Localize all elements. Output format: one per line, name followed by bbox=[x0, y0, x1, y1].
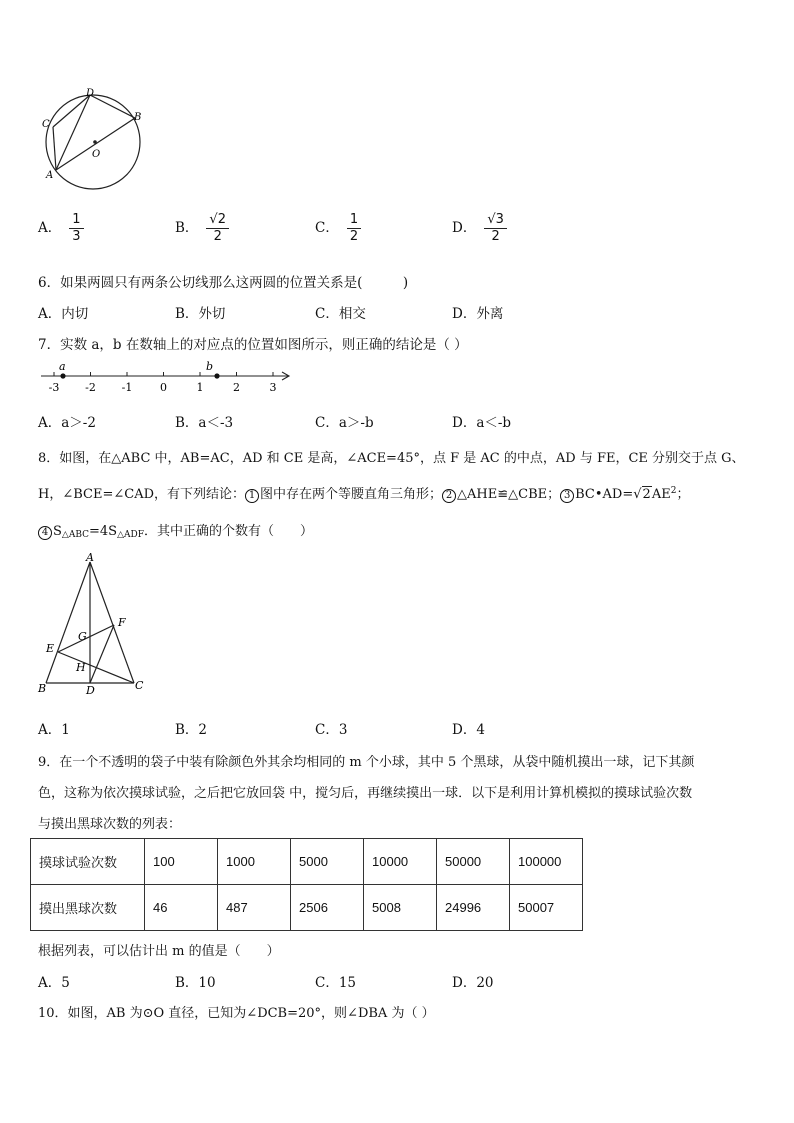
label-B: B bbox=[134, 112, 142, 123]
denominator: 2 bbox=[349, 229, 359, 244]
table-cell: 50000 bbox=[437, 839, 510, 885]
label-A: A bbox=[46, 170, 54, 181]
q8-option-b[interactable]: B．2 bbox=[175, 722, 208, 738]
superscript: 2 bbox=[670, 486, 677, 496]
area-mid: =4S bbox=[89, 524, 118, 539]
q7-options bbox=[38, 411, 638, 441]
subscript-adf: △ADF bbox=[117, 530, 144, 540]
numerator: 1 bbox=[69, 212, 83, 229]
q9-options bbox=[38, 971, 638, 1001]
q6-options bbox=[38, 302, 638, 332]
q9-option-b[interactable]: B．10 bbox=[175, 975, 216, 991]
q5-option-c[interactable] bbox=[315, 212, 361, 245]
circled-2: 2 bbox=[442, 489, 456, 503]
q9-option-c[interactable]: C．15 bbox=[315, 975, 357, 991]
subscript-abc: △ABC bbox=[61, 530, 89, 540]
table-row bbox=[31, 885, 583, 931]
area-s: S bbox=[53, 524, 62, 539]
q9-line1: 9．在一个不透明的袋子中装有除颜色外其余均相同的 m 个小球，其中 5 个黑球，从袋中随机摸出一球，记下其颜 bbox=[38, 755, 695, 770]
q6-option-b[interactable]: B．外切 bbox=[175, 306, 226, 322]
q7-text: 7．实数 a，b 在数轴上的对应点的位置如图所示，则正确的结论是（ ） bbox=[38, 337, 468, 353]
point-a bbox=[60, 373, 65, 378]
q9-question: 根据列表，可以估计出 m 的值是（ ） bbox=[38, 944, 280, 959]
tri-label-D: D bbox=[86, 684, 95, 697]
q6-option-a[interactable]: A．内切 bbox=[38, 306, 89, 322]
circled-1: 1 bbox=[245, 489, 259, 503]
point-b bbox=[214, 373, 219, 378]
numerator: √2 bbox=[206, 212, 229, 229]
q9-line2: 色，这称为依次摸球试验，之后把它放回袋 中，搅匀后，再继续摸出一球．以下是利用计算机模拟的摸球试验次数 bbox=[38, 786, 693, 801]
option-letter: C． bbox=[315, 220, 339, 236]
table-cell: 46 bbox=[145, 885, 218, 931]
tri-label-B: B bbox=[38, 682, 47, 695]
q5-option-d[interactable] bbox=[452, 212, 507, 245]
q8-option-a[interactable]: A．1 bbox=[38, 722, 70, 738]
tri-label-A: A bbox=[86, 551, 94, 564]
q8-option-c[interactable]: C．3 bbox=[315, 722, 348, 738]
tick-label: -3 bbox=[48, 381, 60, 394]
conclusion-3: BC•AD= bbox=[575, 487, 634, 502]
circled-4: 4 bbox=[38, 526, 52, 540]
label-D: D bbox=[86, 88, 95, 99]
tick-label: 2 bbox=[233, 381, 240, 394]
conclusion-2: △AHE≌△CBE； bbox=[457, 487, 561, 502]
tri-label-F: F bbox=[118, 616, 126, 629]
table-cell: 487 bbox=[218, 885, 291, 931]
numerator: 1 bbox=[347, 212, 361, 229]
q9-option-a[interactable]: A．5 bbox=[38, 975, 70, 991]
table-header-cell: 摸球试验次数 bbox=[31, 839, 145, 885]
triangle-figure bbox=[36, 550, 151, 698]
q9-line3: 与摸出黑球次数的列表： bbox=[38, 817, 182, 832]
table-cell: 5000 bbox=[291, 839, 364, 885]
table-row bbox=[31, 839, 583, 885]
table-cell: 50007 bbox=[510, 885, 583, 931]
q6-text: 6．如果两圆只有两条公切线那么这两圆的位置关系是( ) bbox=[38, 275, 409, 291]
q7-option-a[interactable]: A．a＞-2 bbox=[38, 415, 96, 431]
tri-label-G: G bbox=[78, 630, 87, 643]
table-cell: 100000 bbox=[510, 839, 583, 885]
table-cell: 100 bbox=[145, 839, 218, 885]
tri-label-H: H bbox=[76, 661, 86, 674]
tick-label: -1 bbox=[121, 381, 133, 394]
conclusion-3-tail: AE bbox=[651, 487, 671, 502]
table-cell: 1000 bbox=[218, 839, 291, 885]
sqrt-radicand: 2 bbox=[642, 487, 651, 502]
numerator: √3 bbox=[484, 212, 507, 229]
tick-label: 3 bbox=[269, 381, 277, 394]
q5-option-a[interactable] bbox=[38, 212, 84, 245]
number-line-figure bbox=[38, 358, 296, 396]
table-cell: 24996 bbox=[437, 885, 510, 931]
q8-question-end: ．其中正确的个数有（ ） bbox=[143, 524, 313, 539]
point-a-label: a bbox=[59, 360, 66, 373]
q10-text: 10．如图，AB 为⊙O 直径，已知为∠DCB=20°，则∠DBA 为（ ） bbox=[38, 1006, 435, 1021]
conclusion-3-end: ； bbox=[676, 487, 690, 502]
q8-line1: 8．如图，在△ABC 中，AB=AC，AD 和 CE 是高，∠ACE=45°，点 F 是 AC 的中点，AD 与 FE，CE 分别交于点 G、 bbox=[38, 451, 745, 466]
q8-line2-lead: H，∠BCE=∠CAD，有下列结论： bbox=[38, 487, 246, 502]
q8-option-d[interactable]: D．4 bbox=[452, 722, 485, 738]
point-b-label: b bbox=[206, 360, 214, 373]
label-O: O bbox=[92, 149, 101, 160]
tri-label-E: E bbox=[46, 642, 55, 655]
table-cell: 5008 bbox=[364, 885, 437, 931]
option-letter: A． bbox=[38, 220, 62, 236]
conclusion-1: 图中存在两个等腰直角三角形； bbox=[260, 487, 443, 502]
q5-options bbox=[38, 212, 638, 242]
q8-line3 bbox=[38, 520, 313, 540]
option-letter: D． bbox=[452, 220, 477, 236]
q7-option-b[interactable]: B．a＜-3 bbox=[175, 415, 234, 431]
option-letter: B． bbox=[175, 220, 199, 236]
denominator: 2 bbox=[213, 229, 222, 244]
q9-option-d[interactable]: D．20 bbox=[452, 975, 494, 991]
q7-option-c[interactable]: C．a＞-b bbox=[315, 415, 374, 431]
circled-3: 3 bbox=[560, 489, 574, 503]
table-header-cell: 摸出黑球次数 bbox=[31, 885, 145, 931]
trial-table bbox=[30, 838, 583, 931]
number-line-ticks bbox=[49, 372, 277, 394]
q8-options bbox=[38, 718, 638, 748]
q6-option-d[interactable]: D．外离 bbox=[452, 306, 504, 322]
denominator: 3 bbox=[72, 229, 81, 244]
denominator: 2 bbox=[491, 229, 500, 244]
tick-label: -2 bbox=[85, 381, 96, 394]
tick-label: 1 bbox=[196, 381, 204, 394]
label-C: C bbox=[42, 119, 50, 130]
tick-label: 0 bbox=[160, 381, 167, 394]
table-cell: 10000 bbox=[364, 839, 437, 885]
tri-label-C: C bbox=[135, 679, 144, 692]
q6-option-c[interactable]: C．相交 bbox=[315, 306, 366, 322]
q8-line2: H，∠BCE=∠CAD，有下列结论： 1 图中存在两个等腰直角三角形； 2 △AHE≌△CBE； 3 $BC•AD=√2AE^2$； bbox=[38, 486, 690, 502]
table-cell: 2506 bbox=[291, 885, 364, 931]
circle-figure bbox=[40, 85, 150, 190]
q5-option-b[interactable] bbox=[175, 212, 229, 245]
q7-option-d[interactable]: D．a＜-b bbox=[452, 415, 512, 431]
